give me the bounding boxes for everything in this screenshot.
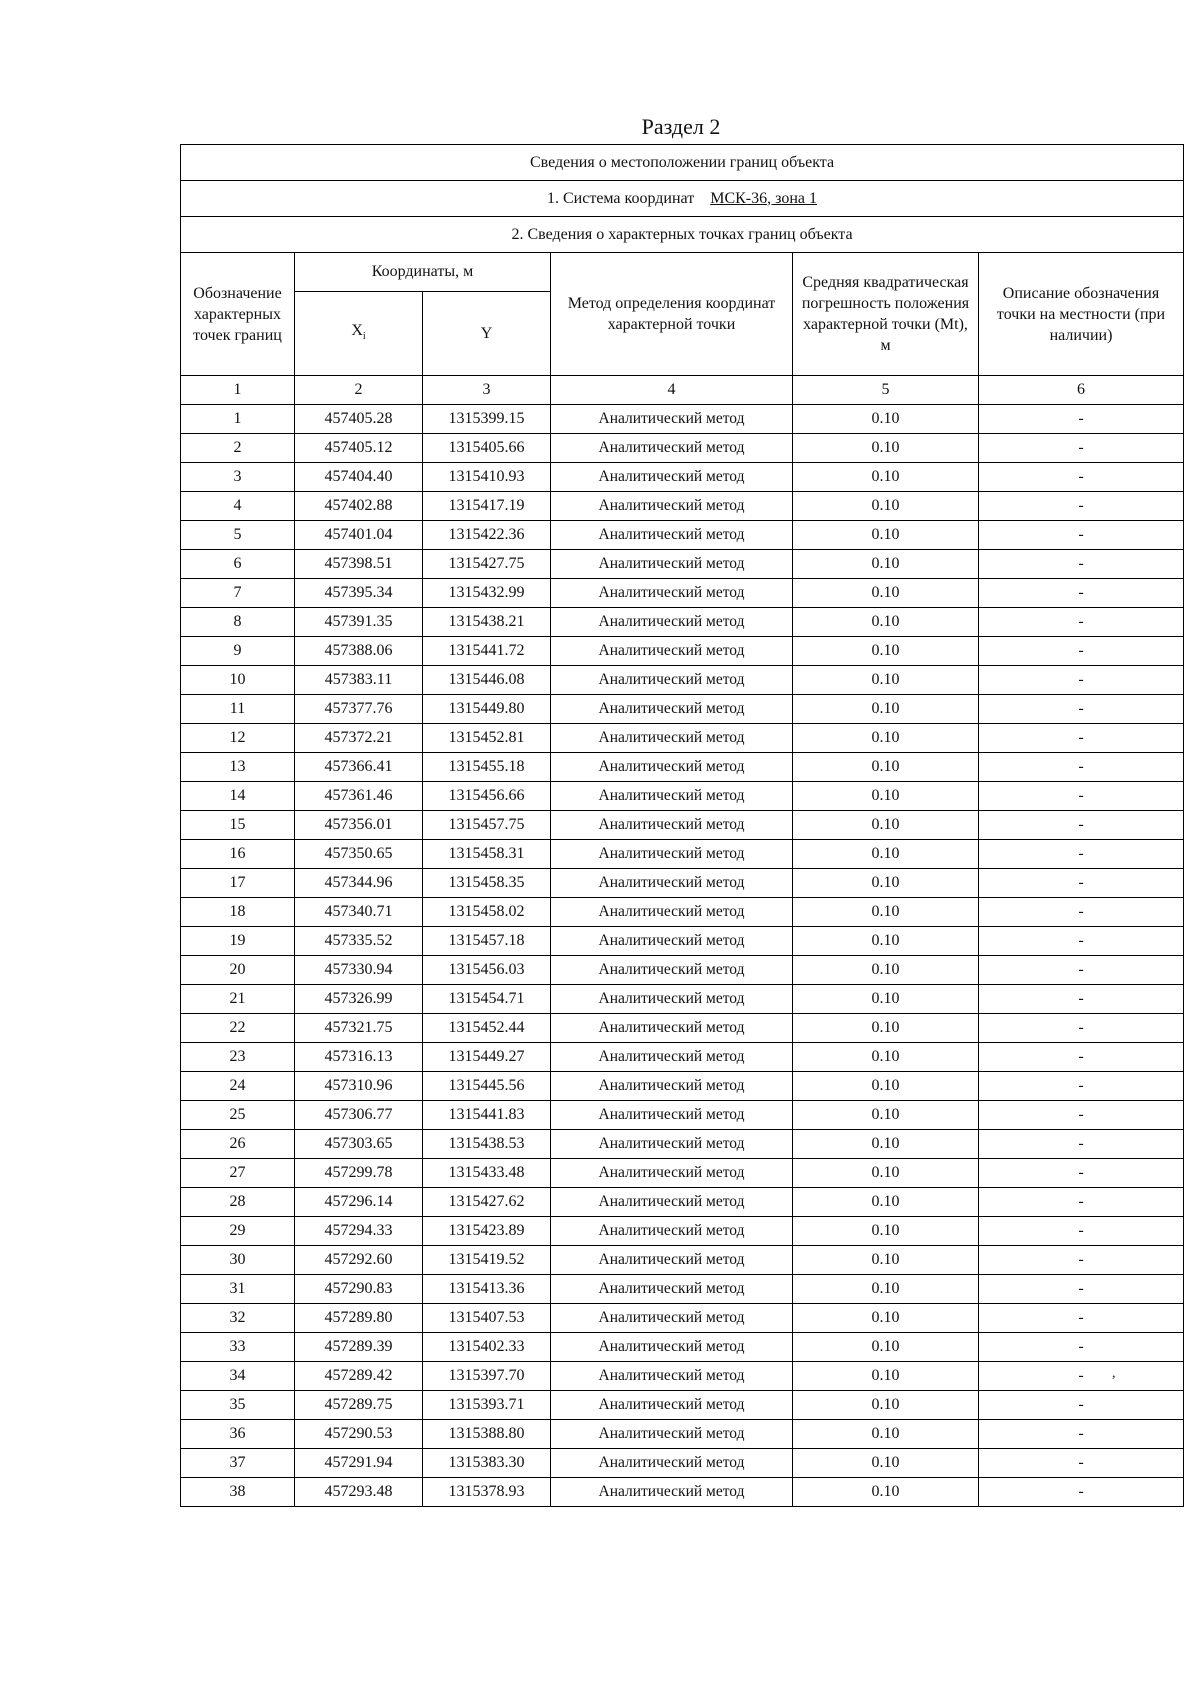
cell-method: Аналитический метод (551, 1391, 793, 1420)
cell-description: - (979, 1333, 1184, 1362)
cell-method: Аналитический метод (551, 724, 793, 753)
cell-point-number: 36 (181, 1420, 295, 1449)
cell-coord-x: 457326.99 (295, 985, 423, 1014)
cell-error: 0.10 (793, 1449, 979, 1478)
cell-point-number: 5 (181, 521, 295, 550)
cell-method: Аналитический метод (551, 1420, 793, 1449)
cell-description: - (979, 753, 1184, 782)
cell-point-number: 1 (181, 405, 295, 434)
cell-method: Аналитический метод (551, 695, 793, 724)
table-row (181, 1188, 1184, 1217)
table-row (181, 1072, 1184, 1101)
cell-error: 0.10 (793, 1101, 979, 1130)
cell-description: - (979, 1072, 1184, 1101)
cell-method: Аналитический метод (551, 927, 793, 956)
cell-method: Аналитический метод (551, 1362, 793, 1391)
cell-method: Аналитический метод (551, 550, 793, 579)
col-number-3: 3 (423, 376, 551, 405)
cell-description: - (979, 985, 1184, 1014)
cell-coord-x: 457296.14 (295, 1188, 423, 1217)
table-row (181, 695, 1184, 724)
coord-system-label: 1. Система координат (546, 189, 695, 207)
cell-description: - (979, 1275, 1184, 1304)
cell-coord-x: 457404.40 (295, 463, 423, 492)
cell-coord-y: 1315413.36 (423, 1275, 551, 1304)
cell-coord-x: 457395.34 (295, 579, 423, 608)
cell-method: Аналитический метод (551, 1014, 793, 1043)
header-designation: Обозначение характерных точек границ (181, 253, 295, 376)
table-row (181, 550, 1184, 579)
cell-point-number: 11 (181, 695, 295, 724)
cell-coord-y: 1315441.83 (423, 1101, 551, 1130)
cell-point-number: 37 (181, 1449, 295, 1478)
cell-method: Аналитический метод (551, 666, 793, 695)
cell-error: 0.10 (793, 1275, 979, 1304)
cell-error: 0.10 (793, 550, 979, 579)
table-row (181, 463, 1184, 492)
table-row (181, 811, 1184, 840)
cell-point-number: 33 (181, 1333, 295, 1362)
cell-coord-y: 1315410.93 (423, 463, 551, 492)
cell-coord-x: 457306.77 (295, 1101, 423, 1130)
cell-coord-x: 457377.76 (295, 695, 423, 724)
table-row (181, 666, 1184, 695)
cell-point-number: 8 (181, 608, 295, 637)
cell-error: 0.10 (793, 1391, 979, 1420)
cell-coord-y: 1315456.03 (423, 956, 551, 985)
table-row (181, 898, 1184, 927)
cell-point-number: 2 (181, 434, 295, 463)
cell-coord-x: 457340.71 (295, 898, 423, 927)
cell-description: - (979, 1304, 1184, 1333)
cell-error: 0.10 (793, 1420, 979, 1449)
cell-point-number: 3 (181, 463, 295, 492)
cell-method: Аналитический метод (551, 463, 793, 492)
cell-coord-x: 457402.88 (295, 492, 423, 521)
table-row (181, 579, 1184, 608)
section-title: Раздел 2 (641, 114, 721, 139)
cell-coord-y: 1315458.35 (423, 869, 551, 898)
cell-description: - (979, 898, 1184, 927)
cell-point-number: 13 (181, 753, 295, 782)
cell-error: 0.10 (793, 724, 979, 753)
cell-method: Аналитический метод (551, 1449, 793, 1478)
cell-error: 0.10 (793, 579, 979, 608)
cell-description: - (979, 1362, 1184, 1391)
cell-coord-x: 457388.06 (295, 637, 423, 666)
table-row (181, 637, 1184, 666)
cell-coord-x: 457289.39 (295, 1333, 423, 1362)
cell-point-number: 22 (181, 1014, 295, 1043)
cell-coord-y: 1315399.15 (423, 405, 551, 434)
cell-coord-x: 457398.51 (295, 550, 423, 579)
cell-error: 0.10 (793, 840, 979, 869)
cell-coord-x: 457401.04 (295, 521, 423, 550)
cell-description: - (979, 608, 1184, 637)
header-x-subscript: i (362, 330, 366, 342)
cell-error: 0.10 (793, 405, 979, 434)
cell-coord-x: 457299.78 (295, 1159, 423, 1188)
cell-point-number: 14 (181, 782, 295, 811)
cell-error: 0.10 (793, 1072, 979, 1101)
cell-coord-y: 1315419.52 (423, 1246, 551, 1275)
cell-description: - (979, 811, 1184, 840)
cell-error: 0.10 (793, 898, 979, 927)
cell-description: - (979, 405, 1184, 434)
cell-description: - (979, 1130, 1184, 1159)
cell-point-number: 18 (181, 898, 295, 927)
cell-error: 0.10 (793, 811, 979, 840)
cell-coord-y: 1315423.89 (423, 1217, 551, 1246)
cell-description: - (979, 1014, 1184, 1043)
cell-coord-x: 457356.01 (295, 811, 423, 840)
table-row (181, 1217, 1184, 1246)
cell-coord-x: 457391.35 (295, 608, 423, 637)
cell-coord-y: 1315458.02 (423, 898, 551, 927)
cell-method: Аналитический метод (551, 1217, 793, 1246)
cell-method: Аналитический метод (551, 811, 793, 840)
cell-coord-x: 457303.65 (295, 1130, 423, 1159)
table-row (181, 956, 1184, 985)
cell-coord-x: 457292.60 (295, 1246, 423, 1275)
cell-error: 0.10 (793, 492, 979, 521)
cell-method: Аналитический метод (551, 405, 793, 434)
cell-point-number: 17 (181, 869, 295, 898)
cell-method: Аналитический метод (551, 1246, 793, 1275)
cell-method: Аналитический метод (551, 637, 793, 666)
cell-method: Аналитический метод (551, 869, 793, 898)
table-row (181, 1304, 1184, 1333)
cell-coord-y: 1315452.81 (423, 724, 551, 753)
cell-coord-x: 457310.96 (295, 1072, 423, 1101)
cell-method: Аналитический метод (551, 898, 793, 927)
cell-coord-y: 1315438.53 (423, 1130, 551, 1159)
cell-point-number: 28 (181, 1188, 295, 1217)
cell-point-number: 23 (181, 1043, 295, 1072)
cell-error: 0.10 (793, 782, 979, 811)
cell-point-number: 12 (181, 724, 295, 753)
table-row (181, 492, 1184, 521)
cell-coord-y: 1315405.66 (423, 434, 551, 463)
cell-description: - (979, 1101, 1184, 1130)
cell-coord-y: 1315427.75 (423, 550, 551, 579)
header-y: Y (423, 292, 551, 376)
cell-error: 0.10 (793, 956, 979, 985)
cell-method: Аналитический метод (551, 782, 793, 811)
cell-point-number: 27 (181, 1159, 295, 1188)
header-method: Метод определения координат характерной точки (551, 253, 793, 376)
cell-coord-y: 1315455.18 (423, 753, 551, 782)
col-number-1: 1 (181, 376, 295, 405)
cell-description: - (979, 695, 1184, 724)
table-row (181, 608, 1184, 637)
cell-coord-y: 1315422.36 (423, 521, 551, 550)
cell-coord-y: 1315378.93 (423, 1478, 551, 1507)
table-row (181, 1014, 1184, 1043)
cell-coord-x: 457350.65 (295, 840, 423, 869)
points-title: 2. Сведения о характерных точках границ объекта (181, 217, 1184, 253)
cell-coord-y: 1315458.31 (423, 840, 551, 869)
cell-coord-x: 457366.41 (295, 753, 423, 782)
cell-point-number: 6 (181, 550, 295, 579)
table-row (181, 869, 1184, 898)
cell-point-number: 19 (181, 927, 295, 956)
cell-method: Аналитический метод (551, 1304, 793, 1333)
cell-coord-x: 457372.21 (295, 724, 423, 753)
cell-coord-x: 457383.11 (295, 666, 423, 695)
cell-point-number: 38 (181, 1478, 295, 1507)
table-row (181, 521, 1184, 550)
cell-coord-y: 1315457.18 (423, 927, 551, 956)
cell-method: Аналитический метод (551, 608, 793, 637)
table-row (181, 1333, 1184, 1362)
cell-description: - (979, 1478, 1184, 1507)
table-row (181, 1043, 1184, 1072)
cell-method: Аналитический метод (551, 753, 793, 782)
cell-method: Аналитический метод (551, 1188, 793, 1217)
cell-description: - (979, 521, 1184, 550)
cell-description: - (979, 434, 1184, 463)
cell-coord-x: 457291.94 (295, 1449, 423, 1478)
table-row (181, 724, 1184, 753)
table-row (181, 1449, 1184, 1478)
cell-coord-y: 1315417.19 (423, 492, 551, 521)
column-numbers-row (181, 376, 1184, 405)
cell-error: 0.10 (793, 1130, 979, 1159)
cell-description: - (979, 782, 1184, 811)
cell-error: 0.10 (793, 1304, 979, 1333)
points-title-row (181, 217, 1184, 253)
cell-coord-x: 457293.48 (295, 1478, 423, 1507)
cell-coord-x: 457335.52 (295, 927, 423, 956)
cell-point-number: 4 (181, 492, 295, 521)
cell-description: - (979, 869, 1184, 898)
cell-error: 0.10 (793, 434, 979, 463)
header-error: Средняя квадратическая погрешность положения характерной точки (Mt), м (793, 253, 979, 376)
header-row-top (181, 253, 1184, 292)
cell-error: 0.10 (793, 1188, 979, 1217)
cell-method: Аналитический метод (551, 1072, 793, 1101)
table-row (181, 1420, 1184, 1449)
cell-description: - (979, 579, 1184, 608)
cell-error: 0.10 (793, 637, 979, 666)
cell-coord-x: 457344.96 (295, 869, 423, 898)
cell-coord-x: 457405.28 (295, 405, 423, 434)
cell-coord-y: 1315452.44 (423, 1014, 551, 1043)
cell-coord-y: 1315441.72 (423, 637, 551, 666)
cell-error: 0.10 (793, 1478, 979, 1507)
col-number-4: 4 (551, 376, 793, 405)
cell-coord-y: 1315446.08 (423, 666, 551, 695)
table-row (181, 1101, 1184, 1130)
cell-method: Аналитический метод (551, 434, 793, 463)
cell-point-number: 30 (181, 1246, 295, 1275)
cell-coord-y: 1315397.70 (423, 1362, 551, 1391)
cell-error: 0.10 (793, 1014, 979, 1043)
cell-coord-x: 457316.13 (295, 1043, 423, 1072)
cell-point-number: 29 (181, 1217, 295, 1246)
cell-coord-y: 1315407.53 (423, 1304, 551, 1333)
cell-coord-y: 1315449.27 (423, 1043, 551, 1072)
header-x (295, 292, 423, 376)
table-row (181, 1246, 1184, 1275)
band-title-row (181, 145, 1184, 181)
boundary-points-table (180, 144, 1184, 1507)
cell-error: 0.10 (793, 1246, 979, 1275)
cell-method: Аналитический метод (551, 1043, 793, 1072)
cell-error: 0.10 (793, 869, 979, 898)
cell-coord-x: 457405.12 (295, 434, 423, 463)
cell-point-number: 34 (181, 1362, 295, 1391)
coord-system-value: МСК-36, зона 1 (710, 189, 818, 207)
cell-point-number: 21 (181, 985, 295, 1014)
cell-coord-y: 1315383.30 (423, 1449, 551, 1478)
cell-error: 0.10 (793, 1043, 979, 1072)
cell-coord-x: 457290.53 (295, 1420, 423, 1449)
cell-coord-x: 457290.83 (295, 1275, 423, 1304)
cell-point-number: 24 (181, 1072, 295, 1101)
cell-description: - (979, 1043, 1184, 1072)
cell-coord-x: 457289.42 (295, 1362, 423, 1391)
cell-point-number: 15 (181, 811, 295, 840)
cell-description: - (979, 666, 1184, 695)
cell-coord-y: 1315457.75 (423, 811, 551, 840)
cell-method: Аналитический метод (551, 1159, 793, 1188)
cell-error: 0.10 (793, 985, 979, 1014)
table-row (181, 1130, 1184, 1159)
cell-description: - (979, 1449, 1184, 1478)
col-number-2: 2 (295, 376, 423, 405)
scan-speck: , (1112, 1366, 1116, 1381)
table-row (181, 840, 1184, 869)
coord-system-row (181, 181, 1184, 217)
table-row (181, 405, 1184, 434)
cell-description: - (979, 1420, 1184, 1449)
table-row (181, 753, 1184, 782)
cell-method: Аналитический метод (551, 1275, 793, 1304)
cell-coord-y: 1315402.33 (423, 1333, 551, 1362)
cell-error: 0.10 (793, 753, 979, 782)
cell-coord-x: 457289.80 (295, 1304, 423, 1333)
table-row (181, 1275, 1184, 1304)
cell-coord-x: 457361.46 (295, 782, 423, 811)
cell-description: - (979, 927, 1184, 956)
cell-method: Аналитический метод (551, 492, 793, 521)
table-row (181, 1478, 1184, 1507)
coord-system-cell (181, 181, 1184, 217)
cell-description: - (979, 724, 1184, 753)
cell-description: - (979, 1188, 1184, 1217)
cell-point-number: 16 (181, 840, 295, 869)
cell-point-number: 32 (181, 1304, 295, 1333)
cell-coord-x: 457321.75 (295, 1014, 423, 1043)
cell-coord-y: 1315438.21 (423, 608, 551, 637)
cell-coord-y: 1315445.56 (423, 1072, 551, 1101)
cell-point-number: 9 (181, 637, 295, 666)
cell-method: Аналитический метод (551, 579, 793, 608)
cell-method: Аналитический метод (551, 1478, 793, 1507)
table-row (181, 782, 1184, 811)
table-row (181, 927, 1184, 956)
cell-coord-y: 1315454.71 (423, 985, 551, 1014)
cell-coord-y: 1315432.99 (423, 579, 551, 608)
table-row (181, 434, 1184, 463)
cell-error: 0.10 (793, 463, 979, 492)
cell-error: 0.10 (793, 1159, 979, 1188)
cell-error: 0.10 (793, 1217, 979, 1246)
cell-coord-y: 1315427.62 (423, 1188, 551, 1217)
cell-description: - (979, 637, 1184, 666)
cell-coord-x: 457289.75 (295, 1391, 423, 1420)
table-row (181, 1159, 1184, 1188)
cell-description: - (979, 550, 1184, 579)
table-row (181, 985, 1184, 1014)
cell-point-number: 35 (181, 1391, 295, 1420)
cell-coord-y: 1315433.48 (423, 1159, 551, 1188)
cell-point-number: 10 (181, 666, 295, 695)
cell-method: Аналитический метод (551, 1101, 793, 1130)
cell-method: Аналитический метод (551, 1130, 793, 1159)
cell-error: 0.10 (793, 608, 979, 637)
cell-error: 0.10 (793, 1333, 979, 1362)
cell-error: 0.10 (793, 695, 979, 724)
cell-coord-x: 457294.33 (295, 1217, 423, 1246)
header-x-label: X (351, 321, 363, 339)
table-row (181, 1362, 1184, 1391)
cell-description: - (979, 840, 1184, 869)
cell-description: - (979, 956, 1184, 985)
cell-error: 0.10 (793, 666, 979, 695)
cell-error: 0.10 (793, 1362, 979, 1391)
cell-description: - (979, 1159, 1184, 1188)
cell-description: - (979, 1246, 1184, 1275)
cell-point-number: 26 (181, 1130, 295, 1159)
col-number-5: 5 (793, 376, 979, 405)
band-title: Сведения о местоположении границ объекта (181, 145, 1184, 181)
header-coords: Координаты, м (295, 253, 551, 292)
cell-method: Аналитический метод (551, 1333, 793, 1362)
cell-coord-y: 1315456.66 (423, 782, 551, 811)
cell-coord-y: 1315388.80 (423, 1420, 551, 1449)
col-number-6: 6 (979, 376, 1184, 405)
cell-coord-y: 1315393.71 (423, 1391, 551, 1420)
cell-method: Аналитический метод (551, 985, 793, 1014)
cell-method: Аналитический метод (551, 521, 793, 550)
cell-point-number: 31 (181, 1275, 295, 1304)
cell-coord-x: 457330.94 (295, 956, 423, 985)
cell-error: 0.10 (793, 521, 979, 550)
cell-point-number: 7 (181, 579, 295, 608)
cell-method: Аналитический метод (551, 956, 793, 985)
cell-method: Аналитический метод (551, 840, 793, 869)
cell-error: 0.10 (793, 927, 979, 956)
header-description: Описание обозначения точки на местности (при наличии) (979, 253, 1184, 376)
cell-description: - (979, 492, 1184, 521)
table-row (181, 1391, 1184, 1420)
cell-description: - (979, 1391, 1184, 1420)
cell-point-number: 20 (181, 956, 295, 985)
cell-coord-y: 1315449.80 (423, 695, 551, 724)
cell-description: - (979, 463, 1184, 492)
cell-description: - (979, 1217, 1184, 1246)
cell-point-number: 25 (181, 1101, 295, 1130)
